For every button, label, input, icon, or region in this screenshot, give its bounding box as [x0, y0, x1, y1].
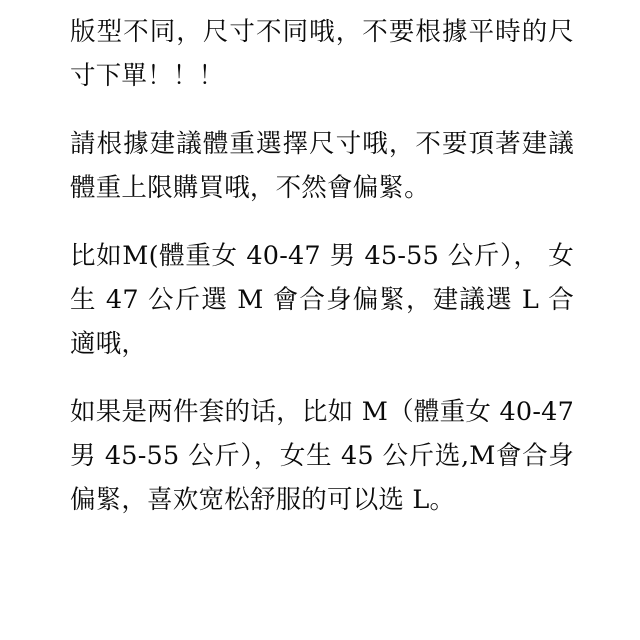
paragraph-size-warning: 版型不同，尺寸不同哦，不要根據平時的尺寸下單！！！ — [70, 17, 574, 91]
paragraph-example-two-piece: 如果是两件套的话，比如 M（體重女 40-47 男 45-55 公斤），女生 45 公斤选,M會合身偏緊，喜欢宽松舒服的可以选 L。 — [70, 397, 574, 515]
paragraph-example-single: 比如M(體重女 40-47 男 45-55 公斤）， 女生 47 公斤選 M 會合身偏緊，建議選 L 合適哦， — [70, 241, 574, 359]
paragraph-weight-recommendation: 請根據建議體重選擇尺寸哦，不要頂著建議體重上限購買哦，不然會偏緊。 — [70, 129, 574, 203]
